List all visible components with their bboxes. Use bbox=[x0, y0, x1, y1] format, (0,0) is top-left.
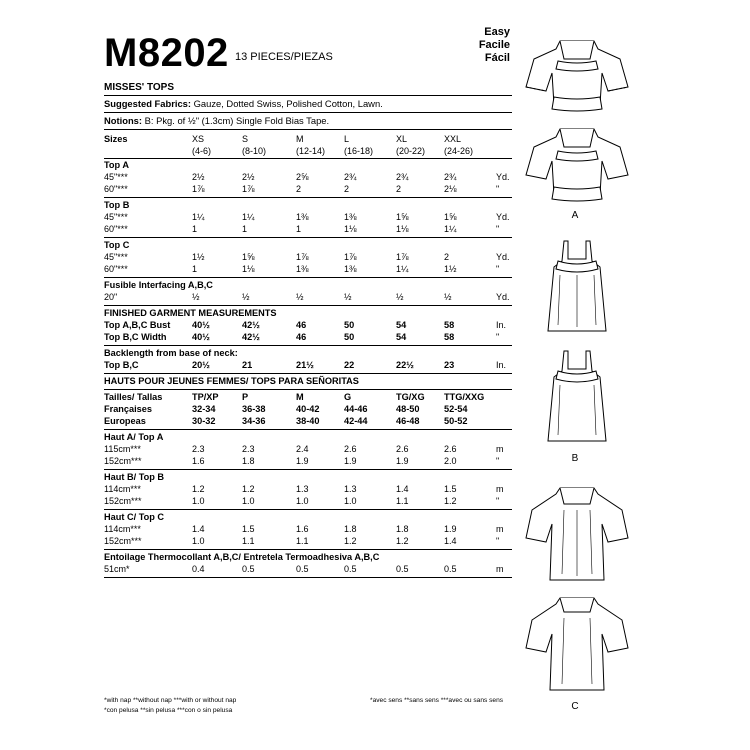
cell-value: 1.1 bbox=[242, 536, 255, 546]
section-title-text: Entoilage Thermocollant A,B,C/ Entretela Termoadhesiva A,B,C bbox=[104, 552, 380, 562]
view-c-label: C bbox=[571, 701, 579, 712]
row-label: 51cm* bbox=[104, 564, 130, 574]
cell-value: 1⅞ bbox=[396, 252, 409, 262]
cell-value: ½ bbox=[242, 292, 250, 302]
cell-value: 2½ bbox=[192, 172, 205, 182]
size-code: XXL bbox=[444, 134, 462, 144]
row-label: 152cm*** bbox=[104, 496, 142, 506]
cell-value: 54 bbox=[396, 332, 407, 342]
cell-value: 1.4 bbox=[396, 484, 409, 494]
view-b-back-sketch bbox=[548, 351, 606, 441]
cell-value: 50 bbox=[344, 332, 355, 342]
unit-label: In. bbox=[496, 360, 507, 370]
metric-size-row bbox=[104, 392, 512, 403]
size-range: (16-18) bbox=[344, 146, 374, 156]
cell-value: 0.5 bbox=[444, 564, 457, 574]
cell-value: ½ bbox=[192, 292, 200, 302]
sizes-label: Sizes bbox=[104, 134, 128, 144]
unit-label: m bbox=[496, 564, 504, 574]
unit-label: " bbox=[496, 332, 500, 342]
row-label: 45"*** bbox=[104, 212, 128, 222]
unit-label: m bbox=[496, 484, 504, 494]
cell-value: 1.2 bbox=[344, 536, 357, 546]
divider bbox=[104, 197, 512, 198]
divider bbox=[104, 237, 512, 238]
table-row bbox=[104, 184, 512, 195]
table-row bbox=[104, 484, 512, 495]
cell-value: 2.6 bbox=[444, 444, 457, 454]
cell-value: 0.5 bbox=[296, 564, 309, 574]
unit-label: Yd. bbox=[496, 212, 510, 222]
cell-value: 1⅛ bbox=[242, 264, 255, 274]
section-title-text: FINISHED GARMENT MEASUREMENTS bbox=[104, 308, 277, 318]
cell-value: 1⅜ bbox=[296, 212, 309, 222]
divider bbox=[104, 112, 512, 113]
cell-value: 0.5 bbox=[344, 564, 357, 574]
metric-title bbox=[104, 376, 512, 387]
section-title bbox=[104, 308, 512, 319]
cell-value: 0.4 bbox=[192, 564, 205, 574]
cell-value: 2.4 bbox=[296, 444, 309, 454]
cell-value: P bbox=[242, 392, 249, 402]
cell-value: 58 bbox=[444, 320, 455, 330]
cell-value: 23 bbox=[444, 360, 455, 370]
cell-value: 2⅝ bbox=[296, 172, 309, 182]
divider bbox=[104, 577, 512, 578]
cell-value: 50 bbox=[344, 320, 355, 330]
view-b-front-sketch bbox=[548, 241, 606, 331]
table-row bbox=[104, 292, 512, 303]
cell-value: 1.6 bbox=[192, 456, 205, 466]
divider bbox=[104, 158, 512, 159]
cell-value: 1.5 bbox=[444, 484, 457, 494]
unit-label: " bbox=[496, 496, 500, 506]
cell-value: 2.3 bbox=[242, 444, 255, 454]
size-range: (12-14) bbox=[296, 146, 326, 156]
section-title-text: Haut C/ Top C bbox=[104, 512, 165, 522]
cell-value: 1⅞ bbox=[344, 252, 357, 262]
difficulty-en: Easy bbox=[484, 26, 510, 38]
divider bbox=[104, 469, 512, 470]
cell-value: 1.0 bbox=[296, 496, 309, 506]
cell-value: 1⅞ bbox=[192, 184, 205, 194]
cell-value: 1.2 bbox=[396, 536, 409, 546]
pattern-title: MISSES' TOPS bbox=[104, 82, 174, 93]
table-row bbox=[104, 212, 512, 223]
row-label: 60"*** bbox=[104, 224, 128, 234]
cell-value: 32-34 bbox=[192, 404, 216, 414]
cell-value: 1½ bbox=[192, 252, 205, 262]
cell-value: 1.1 bbox=[296, 536, 309, 546]
cell-value: 36-38 bbox=[242, 404, 266, 414]
cell-value: 1 bbox=[242, 224, 248, 234]
cell-value: 1 bbox=[192, 264, 198, 274]
divider bbox=[104, 429, 512, 430]
difficulty-label bbox=[456, 26, 510, 65]
table-row bbox=[104, 264, 512, 275]
section-title-text: Top A bbox=[104, 160, 129, 170]
unit-label: m bbox=[496, 444, 504, 454]
cell-value: TTG/XXG bbox=[444, 392, 485, 402]
divider bbox=[104, 305, 512, 306]
cell-value: 1.8 bbox=[344, 524, 357, 534]
section-title bbox=[104, 200, 512, 211]
cell-value: 1⅜ bbox=[344, 212, 357, 222]
cell-value: 38-40 bbox=[296, 416, 320, 426]
size-code: XL bbox=[396, 134, 408, 144]
unit-label: " bbox=[496, 264, 500, 274]
cell-value: 46-48 bbox=[396, 416, 420, 426]
cell-value: 1.3 bbox=[296, 484, 309, 494]
view-a-front-sketch bbox=[526, 41, 628, 111]
cell-value: 20½ bbox=[192, 360, 210, 370]
cell-value: 30-32 bbox=[192, 416, 216, 426]
section-title bbox=[104, 432, 512, 443]
cell-value: 1.9 bbox=[344, 456, 357, 466]
divider bbox=[104, 129, 512, 130]
cell-value: 48-50 bbox=[396, 404, 420, 414]
size-range: (24-26) bbox=[444, 146, 474, 156]
pieces-count: 13 PIECES/PIEZAS bbox=[235, 51, 333, 63]
difficulty-fr: Facile bbox=[478, 39, 510, 51]
metric-size-row bbox=[104, 404, 512, 415]
cell-value: 2.0 bbox=[444, 456, 457, 466]
cell-value: 1¼ bbox=[396, 264, 409, 274]
table-row bbox=[104, 224, 512, 235]
cell-value: 42-44 bbox=[344, 416, 368, 426]
table-row bbox=[104, 536, 512, 547]
cell-value: 1¼ bbox=[242, 212, 255, 222]
cell-value: 50-52 bbox=[444, 416, 468, 426]
cell-value: 1⅞ bbox=[242, 184, 255, 194]
row-label: 115cm*** bbox=[104, 444, 141, 454]
row-label: Top B,C Width bbox=[104, 332, 167, 342]
divider bbox=[104, 373, 512, 374]
section-title bbox=[104, 240, 512, 251]
cell-value: 2 bbox=[296, 184, 302, 194]
divider bbox=[104, 509, 512, 510]
divider bbox=[104, 345, 512, 346]
cell-value: 1⅛ bbox=[344, 224, 357, 234]
row-label: Françaises bbox=[104, 404, 153, 414]
section-title-text: Haut B/ Top B bbox=[104, 472, 165, 482]
cell-value: ½ bbox=[296, 292, 304, 302]
section-title bbox=[104, 280, 512, 291]
cell-value: 1 bbox=[296, 224, 302, 234]
notions-text: B: Pkg. of ½" (1.3cm) Single Fold Bias Tape. bbox=[142, 115, 330, 126]
section-title-text: Fusible Interfacing A,B,C bbox=[104, 280, 213, 290]
unit-label: " bbox=[496, 184, 500, 194]
table-row bbox=[104, 332, 512, 343]
section-title-text: Top C bbox=[104, 240, 130, 250]
cell-value: 1.9 bbox=[396, 456, 409, 466]
section-title-text: Haut A/ Top A bbox=[104, 432, 164, 442]
cell-value: 54 bbox=[396, 320, 407, 330]
cell-value: 1.9 bbox=[296, 456, 309, 466]
cell-value: 2 bbox=[444, 252, 450, 262]
cell-value: 1.2 bbox=[444, 496, 457, 506]
cell-value: 1¼ bbox=[444, 224, 457, 234]
row-label: 60"*** bbox=[104, 264, 128, 274]
row-label: Europeas bbox=[104, 416, 146, 426]
cell-value: 58 bbox=[444, 332, 455, 342]
section-title bbox=[104, 552, 512, 563]
cell-value: 2¾ bbox=[444, 172, 457, 182]
row-label: 60"*** bbox=[104, 184, 128, 194]
size-code: M bbox=[296, 134, 304, 144]
table-row bbox=[104, 564, 512, 575]
cell-value: 0.5 bbox=[396, 564, 409, 574]
table-row bbox=[104, 456, 512, 467]
table-row bbox=[104, 252, 512, 263]
notions-label: Notions: bbox=[104, 115, 143, 126]
cell-value: 21½ bbox=[296, 360, 314, 370]
unit-label: m bbox=[496, 524, 504, 534]
cell-value: 40½ bbox=[192, 332, 210, 342]
divider bbox=[104, 549, 512, 550]
cell-value: 1.2 bbox=[192, 484, 205, 494]
unit-label: " bbox=[496, 536, 500, 546]
section-title-text: HAUTS POUR JEUNES FEMMES/ TOPS PARA SEÑORITAS bbox=[104, 376, 359, 386]
footnote-french: *avec sens **sans sens ***avec ou sans sens bbox=[370, 697, 504, 704]
cell-value: 52-54 bbox=[444, 404, 468, 414]
notions bbox=[104, 115, 329, 127]
cell-value: 2¾ bbox=[344, 172, 357, 182]
cell-value: 42½ bbox=[242, 332, 260, 342]
table-row bbox=[104, 496, 512, 507]
cell-value: 1.0 bbox=[192, 536, 205, 546]
table-row bbox=[104, 320, 512, 331]
row-label: Top B,C bbox=[104, 360, 139, 370]
table-row bbox=[104, 444, 512, 455]
size-code: XS bbox=[192, 134, 205, 144]
cell-value: 46 bbox=[296, 332, 307, 342]
cell-value: 1.8 bbox=[396, 524, 409, 534]
cell-value: 1.0 bbox=[344, 496, 357, 506]
footnote-spanish: *con pelusa **sin pelusa ***con o sin pelusa bbox=[104, 707, 233, 714]
cell-value: 42½ bbox=[242, 320, 260, 330]
cell-value: 1.4 bbox=[192, 524, 205, 534]
unit-label: Yd. bbox=[496, 172, 510, 182]
divider bbox=[104, 277, 512, 278]
section-title bbox=[104, 160, 512, 171]
size-code: L bbox=[344, 134, 350, 144]
view-a-back-sketch bbox=[526, 129, 628, 201]
view-a-label: A bbox=[571, 210, 579, 221]
suggested-fabrics-text: Gauze, Dotted Swiss, Polished Cotton, Lawn. bbox=[191, 98, 383, 109]
cell-value: 1.8 bbox=[242, 456, 255, 466]
cell-value: 1.1 bbox=[396, 496, 409, 506]
row-label: 152cm*** bbox=[104, 456, 142, 466]
cell-value: 40½ bbox=[192, 320, 210, 330]
cell-value: 1⅝ bbox=[242, 252, 255, 262]
unit-label: " bbox=[496, 456, 500, 466]
suggested-fabrics-label: Suggested Fabrics: bbox=[104, 98, 191, 109]
cell-value: 1⅝ bbox=[396, 212, 409, 222]
row-label: 114cm*** bbox=[104, 484, 141, 494]
cell-value: 2 bbox=[396, 184, 402, 194]
cell-value: 1⅝ bbox=[444, 212, 457, 222]
difficulty-es: Fácil bbox=[484, 52, 510, 64]
cell-value: 1 bbox=[192, 224, 198, 234]
unit-label: In. bbox=[496, 320, 507, 330]
unit-label: " bbox=[496, 224, 500, 234]
cell-value: 46 bbox=[296, 320, 307, 330]
cell-value: 1⅞ bbox=[296, 252, 309, 262]
cell-value: 1.6 bbox=[296, 524, 309, 534]
row-label: 45"*** bbox=[104, 172, 128, 182]
garment-sketches bbox=[520, 25, 635, 715]
table-row bbox=[104, 172, 512, 183]
divider bbox=[104, 95, 512, 96]
cell-value: 22½ bbox=[396, 360, 414, 370]
cell-value: 2.6 bbox=[396, 444, 409, 454]
cell-value: 1¼ bbox=[192, 212, 205, 222]
section-title bbox=[104, 512, 512, 523]
cell-value: 22 bbox=[344, 360, 355, 370]
view-c-back-sketch bbox=[526, 598, 628, 690]
size-range: (4-6) bbox=[192, 146, 212, 156]
cell-value: 0.5 bbox=[242, 564, 255, 574]
cell-value: TG/XG bbox=[396, 392, 425, 402]
section-title bbox=[104, 472, 512, 483]
cell-value: 1.3 bbox=[344, 484, 357, 494]
cell-value: 1.2 bbox=[242, 484, 255, 494]
cell-value: 2½ bbox=[242, 172, 255, 182]
cell-value: 1⅜ bbox=[344, 264, 357, 274]
unit-label: Yd. bbox=[496, 292, 510, 302]
cell-value: 2.6 bbox=[344, 444, 357, 454]
cell-value: ½ bbox=[396, 292, 404, 302]
row-label: 114cm*** bbox=[104, 524, 141, 534]
cell-value: G bbox=[344, 392, 352, 402]
divider bbox=[104, 389, 512, 390]
size-range: (8-10) bbox=[242, 146, 267, 156]
cell-value: 1.5 bbox=[242, 524, 255, 534]
sizes-header bbox=[104, 134, 512, 156]
size-code: S bbox=[242, 134, 249, 144]
cell-value: 1⅛ bbox=[396, 224, 409, 234]
row-label: 152cm*** bbox=[104, 536, 142, 546]
metric-size-row bbox=[104, 416, 512, 427]
cell-value: 2¾ bbox=[396, 172, 409, 182]
cell-value: 1½ bbox=[444, 264, 457, 274]
pattern-number: M8202 bbox=[104, 31, 229, 75]
row-label: 20" bbox=[104, 292, 118, 302]
cell-value: 1.0 bbox=[242, 496, 255, 506]
cell-value: 1.0 bbox=[192, 496, 205, 506]
cell-value: 1.4 bbox=[444, 536, 457, 546]
row-label: Top A,B,C Bust bbox=[104, 320, 171, 330]
cell-value: 44-46 bbox=[344, 404, 368, 414]
row-label: 45"*** bbox=[104, 252, 128, 262]
size-range: (20-22) bbox=[396, 146, 426, 156]
view-b-label: B bbox=[571, 453, 579, 464]
section-title-text: Top B bbox=[104, 200, 130, 210]
row-label: Tailles/ Tallas bbox=[104, 392, 163, 402]
cell-value: 2⅛ bbox=[444, 184, 457, 194]
table-row bbox=[104, 524, 512, 535]
view-c-front-sketch bbox=[526, 488, 628, 580]
cell-value: 1.9 bbox=[444, 524, 457, 534]
table-row bbox=[104, 360, 512, 371]
unit-label: Yd. bbox=[496, 252, 510, 262]
cell-value: 34-36 bbox=[242, 416, 266, 426]
cell-value: ½ bbox=[444, 292, 452, 302]
cell-value: M bbox=[296, 392, 304, 402]
footnote-english: *with nap **without nap ***with or without nap bbox=[104, 697, 237, 704]
cell-value: 40-42 bbox=[296, 404, 320, 414]
cell-value: 2 bbox=[344, 184, 350, 194]
section-title bbox=[104, 348, 512, 359]
section-title-text: Backlength from base of neck: bbox=[104, 348, 238, 358]
cell-value: 2.3 bbox=[192, 444, 205, 454]
cell-value: TP/XP bbox=[192, 392, 219, 402]
cell-value: ½ bbox=[344, 292, 352, 302]
cell-value: 21 bbox=[242, 360, 253, 370]
suggested-fabrics bbox=[104, 98, 383, 110]
cell-value: 1⅜ bbox=[296, 264, 309, 274]
